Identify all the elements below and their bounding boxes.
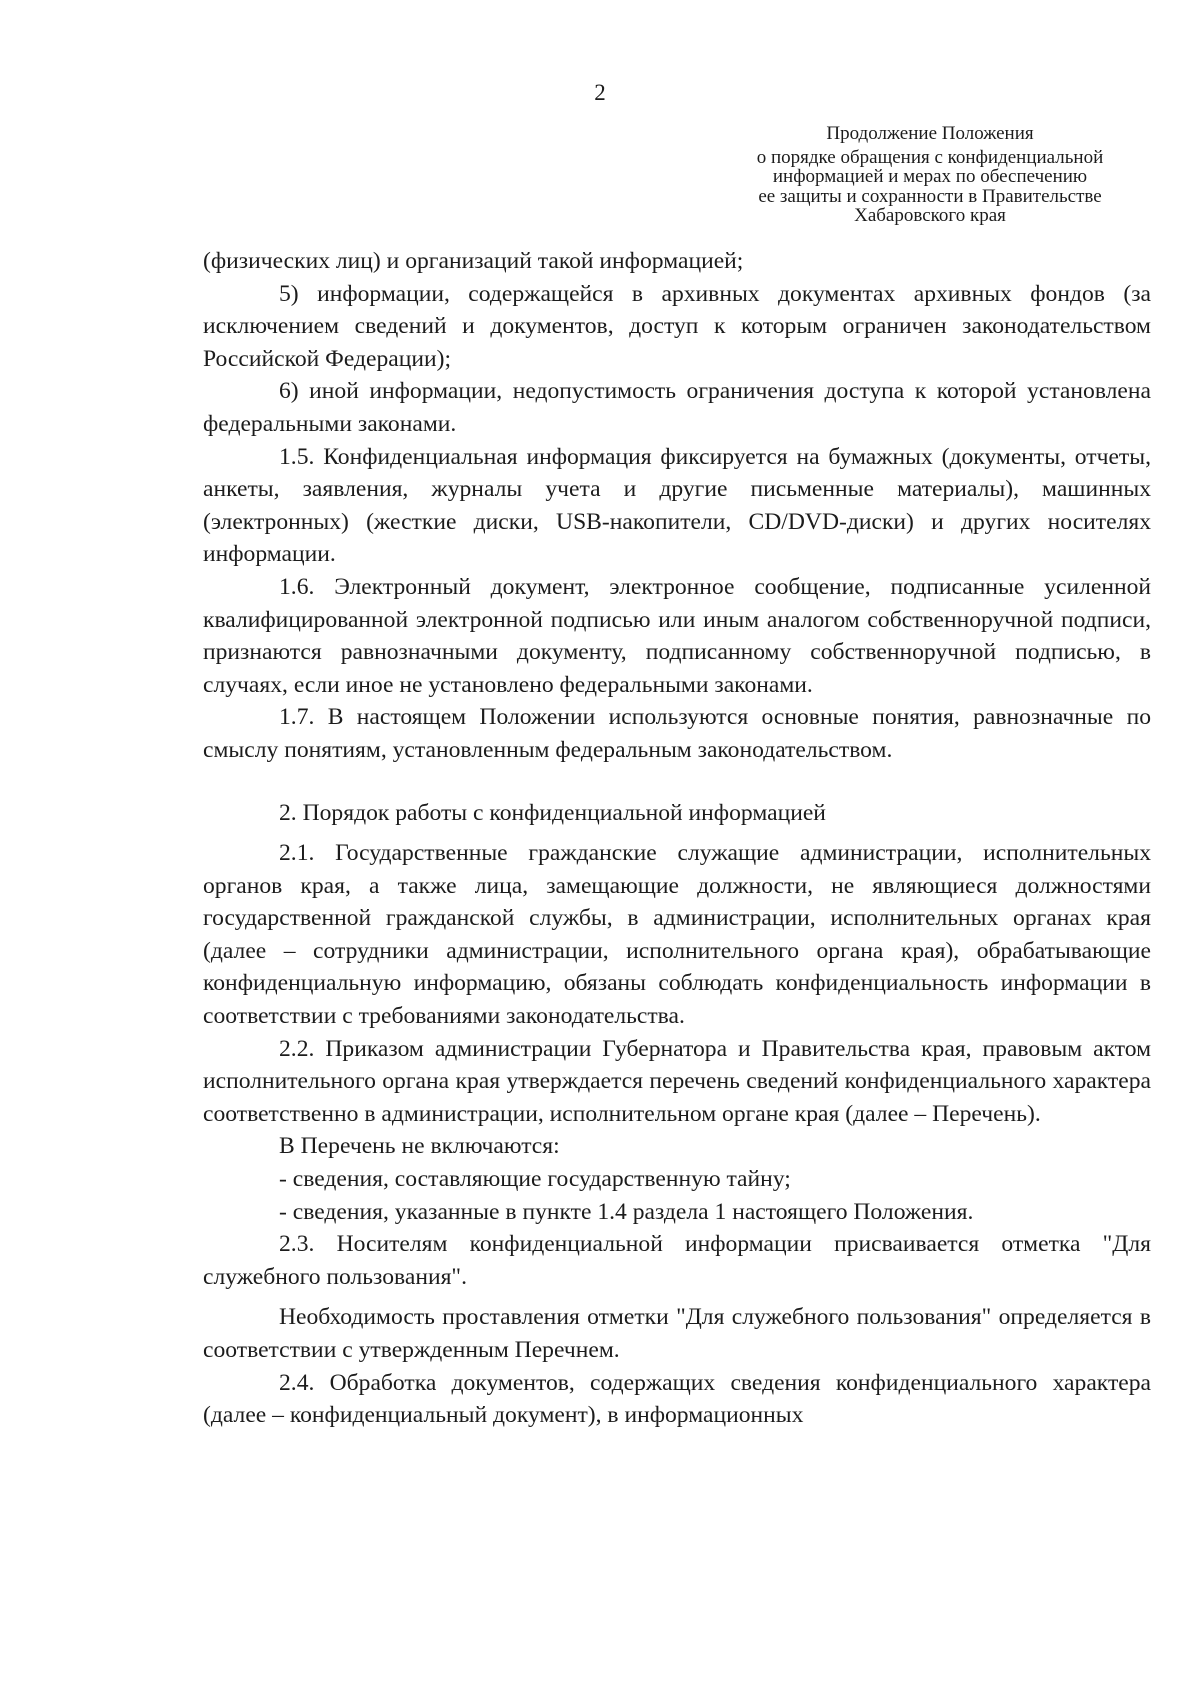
- paragraph: 1.6. Электронный документ, электронное сообщение, подписанные усиленной квалифицированной электронной подписью или иным аналогом собственноручной подписи, признаются равнозначными документу, подписанному собственноручной подписью, в случаях, если иное не установлено федеральными законами.: [203, 573, 1151, 698]
- list-item: - сведения, указанные в пункте 1.4 раздела 1 настоящего Положения.: [279, 1198, 974, 1225]
- section-heading: 2. Порядок работы с конфиденциальной информацией: [279, 799, 826, 826]
- paragraph: (физических лиц) и организаций такой информацией;: [203, 248, 744, 274]
- paragraph: 5) информации, содержащейся в архивных документах архивных фондов (за исключением сведений и документов, доступ к которым ограничен законодательством Российской Федерации);: [203, 280, 1151, 372]
- paragraph: 1.7. В настоящем Положении используются основные понятия, равнозначные по смыслу понятиям, установленным федеральным законодательством.: [203, 704, 1151, 763]
- paragraph: 6) иной информации, недопустимость ограничения доступа к которой установлена федеральными законами.: [203, 378, 1151, 437]
- header-line: о порядке обращения с конфиденциальной: [756, 146, 1104, 168]
- document-header: [690, 124, 1170, 226]
- paragraph: 2.4. Обработка документов, содержащих сведения конфиденциального характера (далее – конфиденциальный документ), в информационных: [203, 1369, 1151, 1429]
- paragraph: В Перечень не включаются:: [279, 1133, 560, 1160]
- header-line: ее защиты и сохранности в Правительстве: [758, 185, 1102, 207]
- paragraph: 1.5. Конфиденциальная информация фиксируется на бумажных (документы, отчеты, анкеты, заявления, журналы учета и другие письменные материалы), машинных (электронных) (жесткие диски, USB-накопители, CD/DVD-диски) и других носителях информации.: [203, 443, 1151, 568]
- paragraph: Необходимость проставления отметки "Для служебного пользования" определяется в соответствии с утвержденным Перечнем.: [203, 1304, 1151, 1363]
- paragraph: 2.3. Носителям конфиденциальной информации присваивается отметка "Для служебного пользования".: [203, 1231, 1151, 1290]
- list-item: - сведения, составляющие государственную тайну;: [279, 1166, 791, 1193]
- paragraph: 2.1. Государственные гражданские служащие администрации, исполнительных органов края, а также лица, замещающие должности, не являющиеся должностями государственной гражданской службы, в администрации, исполнительных органах края (далее – сотрудники администрации, исполнительного органа края), обрабатывающие конфиденциальную информацию, обязаны соблюдать конфиденциальность информации в соответствии с требованиями законодательства.: [203, 840, 1151, 1030]
- header-line: Хабаровского края: [854, 205, 1006, 226]
- paragraph: 2.2. Приказом администрации Губернатора и Правительства края, правовым актом исполнительного органа края утверждается перечень сведений конфиденциального характера соответственно в администрации, исполнительном органе края (далее – Перечень).: [203, 1035, 1151, 1127]
- header-line: информацией и мерах по обеспечению: [772, 166, 1088, 187]
- header-title: Продолжение Положения: [826, 123, 1034, 144]
- page-number: 2: [594, 80, 606, 105]
- document-body: [203, 245, 1151, 1432]
